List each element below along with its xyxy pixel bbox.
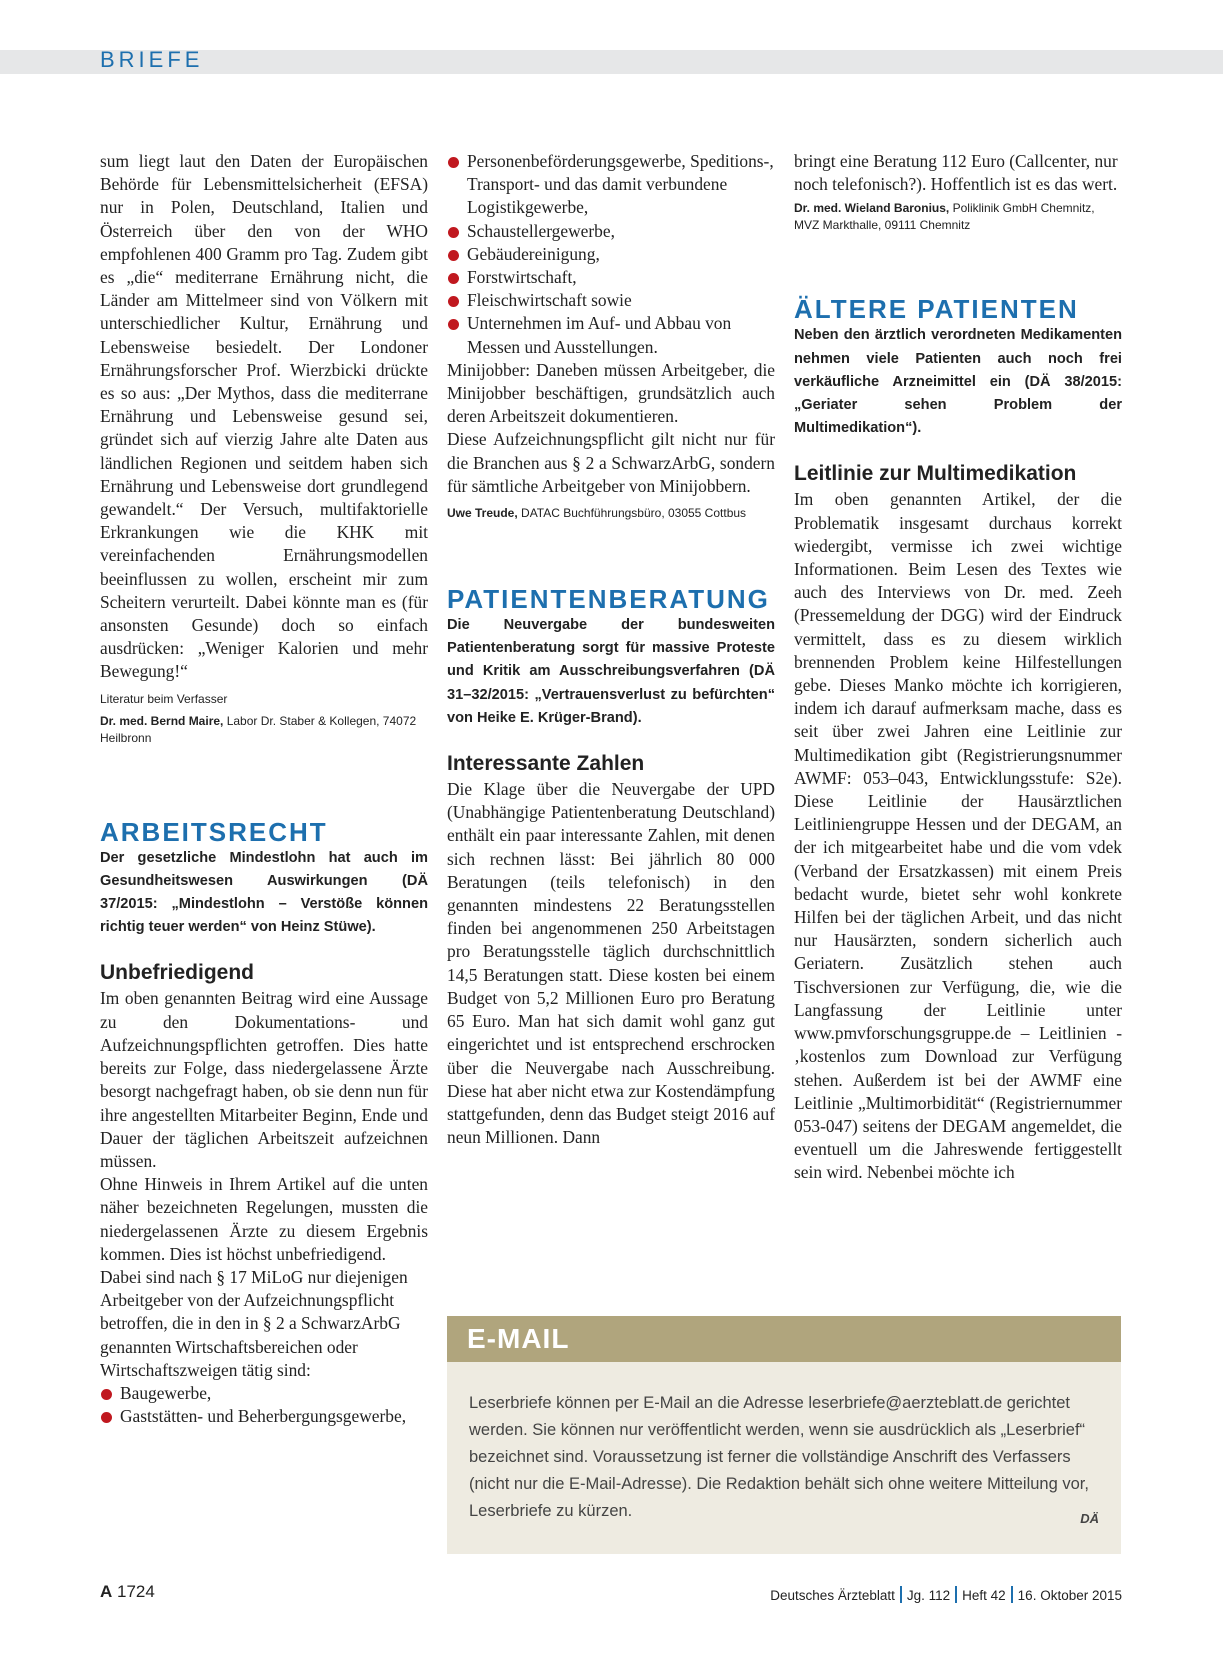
author-name: Dr. med. Bernd Maire,	[100, 713, 224, 728]
body-paragraph: Dabei sind nach § 17 MiLoG nur diejenigen Arbeitgeber von der Aufzeichnungspflicht betroffen, die in den in § 2 a SchwarzArbG genannten Wirtschaftsbereichen oder Wirtschaftszweigen tätig sind:	[100, 1266, 408, 1380]
bullet-dot-icon	[101, 1389, 112, 1400]
list-item: Forstwirtschaft,	[447, 266, 775, 289]
author-affiliation: Poliklinik GmbH Chemnitz, MVZ Markthalle, 09111 Chemnitz	[794, 201, 1095, 233]
body-paragraph: Ohne Hinweis in Ihrem Artikel auf die unten näher bezeichneten Regelungen, mussten die niedergelassenen Ärzte zu diesem Ergebnis kommen. Dies ist höchst unbefriedigend.	[100, 1174, 428, 1264]
author-affiliation: DATAC Buchführungsbüro, 03055 Cottbus	[517, 506, 747, 521]
column-1	[100, 150, 428, 1428]
bullet-dot-icon	[448, 227, 459, 238]
body-paragraph: bringt eine Beratung 112 Euro (Callcenter, nur noch telefonisch?). Hoffentlich ist es das wert.	[794, 151, 1118, 195]
journal-date: 16. Oktober 2015	[1017, 1588, 1122, 1603]
letter-headline: Interessante Zahlen	[447, 752, 645, 776]
list-item: Baugewerbe,	[100, 1382, 428, 1405]
bullet-list	[447, 150, 775, 359]
column-3	[794, 150, 1122, 1185]
page-number-value: 1724	[117, 1582, 155, 1601]
footer-separator	[900, 1586, 902, 1603]
author-name: Uwe Treude,	[447, 506, 518, 521]
topic-heading: ÄLTERE PATIENTEN	[794, 294, 1079, 325]
email-box-title: E-MAIL	[447, 1316, 1121, 1362]
body-paragraph: Im oben genannten Beitrag wird eine Aussage zu den Dokumentations- und Aufzeichnungspflichten getroffen. Dies hatte bereits zur Folge, dass niedergelassene Ärzte besorgt nachgefragt haben, ob sie denn nun für ihre angestellten Mitarbeiter Beginn, Ende und Dauer der täglichen Arbeitszeit aufzeichnen müssen.	[100, 988, 428, 1171]
body-paragraph: Die Klage über die Neuvergabe der UPD (Unabhängige Patientenberatung Deutschland) enthält ein paar interessante Zahlen, mit denen sich rechnen lässt: Bei jährlich 80 000 Beratungen (teils telefonisch) in den genannten mindestens 22 Beratungsstellen finden bei angenommenen 250 Arbeitstagen pro Beratungsstelle täglich durchschnittlich 14,5 Beratungen statt. Diese kosten bei einem Budget von 5,2 Millionen Euro pro Beratung 65 Euro. Man hat sich damit wohl ganz gut eingerichtet und ist entsprechend erschrocken über die Neuvergabe nach Ausschreibung. Diese hat aber nicht etwa zur Kostendämpfung stattgefunden, denn das Budget steigt 2016 auf neun Millionen. Dann	[447, 779, 775, 1148]
email-box-text: Leserbriefe können per E-Mail an die Adresse leserbriefe@aerzteblatt.de gerichtet werden. Sie können nur veröffentlicht werden, wenn sie ausdrücklich als „Leserbrief“ bezeichnet sind. Voraussetzung ist ferner die vollständige Anschrift des Verfassers (nicht nur die E-Mail-Adresse). Die Redaktion behält sich ohne weitere Mitteilung vor, Leserbriefe zu kürzen.	[469, 1394, 1089, 1520]
letter-headline: Unbefriedigend	[100, 961, 255, 985]
journal-footer	[770, 1586, 1122, 1603]
author-signature	[447, 505, 775, 522]
author-affiliation: Labor Dr. Staber & Kollegen, 74072 Heilbronn	[100, 713, 417, 745]
author-name: Dr. med. Wieland Baronius,	[794, 201, 950, 216]
section-label: BRIEFE	[100, 47, 204, 72]
list-item: Gebäudereinigung,	[447, 243, 775, 266]
bullet-dot-icon	[448, 157, 459, 168]
list-item: Unternehmen im Auf- und Abbau von Messen und Ausstellungen.	[447, 312, 775, 358]
bullet-dot-icon	[448, 273, 459, 284]
body-paragraph: Im oben genannten Artikel, der die Problematik insgesamt durchaus korrekt wiedergibt, vermisse ich zwei wichtige Informationen. Beim Lesen des Textes wie auch des Interviews von Dr. med. Zeeh (Pressemeldung der DGG) wird der Eindruck vermittelt, dass es zu diesem wirklich brennenden Problem keine Hilfestellungen gebe. Dieses Manko möchte ich korrigieren, indem ich darauf aufmerksam mache, dass es seit über zwei Jahren eine Leitlinie zur Multimedikation gibt (Registrierungsnummer AWMF: 053–043, Entwicklungsstufe: S2e). Diese Leitlinie der Hausärztlichen Leitliniengruppe Hessen und der DEGAM, an der ich mitgearbeitet habe und die vom vdek (Verband der Ersatzkassen) mit einem Preis bedacht wurde, bietet sehr wohl konkrete Hilfen bei der täglichen Arbeit, und das nicht nur Hausärzten, sondern sicherlich auch Geriatern. Zusätzlich stehen auch Tischversionen zur Verfügung, die, wie die Langfassung der Leitlinie unter www.pmvforschungsgruppe.de – Leitlinien -‚kostenlos zum Download zur Verfügung stehen. Außerdem ist bei der AWMF eine Leitlinie „Multimorbidität“ (Registriernummer 053-047) seitens der DEGAM angemeldet, die eventuell um die Jahreswende fertiggestellt sein wird. Nebenbei möchte ich	[794, 489, 1122, 1183]
page-number	[100, 1582, 155, 1602]
journal-issue: Heft 42	[962, 1588, 1006, 1603]
list-item: Fleischwirtschaft sowie	[447, 289, 775, 312]
list-item: Schaustellergewerbe,	[447, 220, 775, 243]
literature-note: Literatur beim Verfasser	[100, 691, 228, 706]
topic-intro: Der gesetzliche Mindestlohn hat auch im Gesundheitswesen Auswirkungen (DÄ 37/2015: „Mindestlohn – Verstöße können richtig teuer werden“ von Heinz Stüwe).	[100, 849, 428, 936]
letter-headline: Leitlinie zur Multimedikation	[794, 462, 1077, 486]
topic-heading: ARBEITSRECHT	[100, 816, 328, 847]
bullet-dot-icon	[448, 319, 459, 330]
topic-intro: Neben den ärztlich verordneten Medikamenten nehmen viele Patienten auch noch frei verkäufliche Arzneimittel ein (DÄ 38/2015: „Geriater sehen Problem der Multimedikation“).	[794, 327, 1122, 437]
list-item: Personenbeförderungsgewerbe, Speditions-, Transport- und das damit verbundene Logistikgewerbe,	[447, 150, 775, 220]
body-paragraph: Minijobber: Daneben müssen Arbeitgeber, die Minijobber beschäftigen, grundsätzlich auch deren Arbeitszeit dokumentieren.	[447, 359, 775, 427]
topic-heading: PATIENTENBERATUNG	[447, 584, 770, 615]
journal-name: Deutsches Ärzteblatt	[770, 1588, 895, 1603]
topic-intro: Die Neuvergabe der bundesweiten Patientenberatung sorgt für massive Proteste und Kritik am Ausschreibungsverfahren (DÄ 31–32/2015: „Vertrauensverlust zu befürchten“ von Heike E. Krüger-Brand).	[447, 617, 775, 726]
footer-separator	[955, 1586, 957, 1603]
bullet-dot-icon	[101, 1412, 112, 1423]
body-paragraph: sum liegt laut den Daten der Europäischen Behörde für Lebensmittelsicherheit (EFSA) nur in Polen, Deutschland, Italien und Österreich über den von der WHO empfohlenen 400 Gramm pro Tag. Zudem gibt es „die“ mediterrane Ernährung nicht, die Länder am Mittelmeer sind von Völkern mit unterschiedlicher Kultur, Ernährung und Lebensweise besiedelt. Der Londoner Ernährungsforscher Prof. Wierzbicki drückte es so aus: „Der Mythos, dass die mediterrane Ernährung und Lebensweise gesund sei, gründet sich auf vierzig Jahre alte Daten aus ländlichen Regionen und seitdem haben sich Ernährung und Lebensweise dort grundlegend gewandelt.“ Der Versuch, multifaktorielle Erkrankungen wie die KHK mit vereinfachenden Ernährungsmodellen beeinflussen zu wollen, erscheint mir zum Scheitern verurteilt. Dabei könnte man es (für ansonsten Gesunde) doch so einfach ausdrücken: „Weniger Kalorien und mehr Bewegung!“	[100, 151, 428, 682]
body-paragraph: Diese Aufzeichnungspflicht gilt nicht nur für die Branchen aus § 2 a SchwarzArbG, sondern für sämtliche Arbeitgeber von Minijobbern.	[447, 429, 775, 496]
bullet-list	[100, 1382, 428, 1428]
email-info-box	[447, 1316, 1121, 1554]
journal-volume: Jg. 112	[906, 1588, 951, 1603]
email-box-signature: DÄ	[1080, 1511, 1099, 1526]
bullet-dot-icon	[448, 296, 459, 307]
author-signature	[100, 713, 428, 747]
author-signature	[794, 200, 1122, 234]
footer-separator	[1011, 1586, 1013, 1603]
column-2	[447, 150, 775, 1149]
page-prefix: A	[100, 1582, 113, 1601]
list-item: Gaststätten- und Beherbergungsgewerbe,	[100, 1405, 428, 1428]
bullet-dot-icon	[448, 250, 459, 261]
